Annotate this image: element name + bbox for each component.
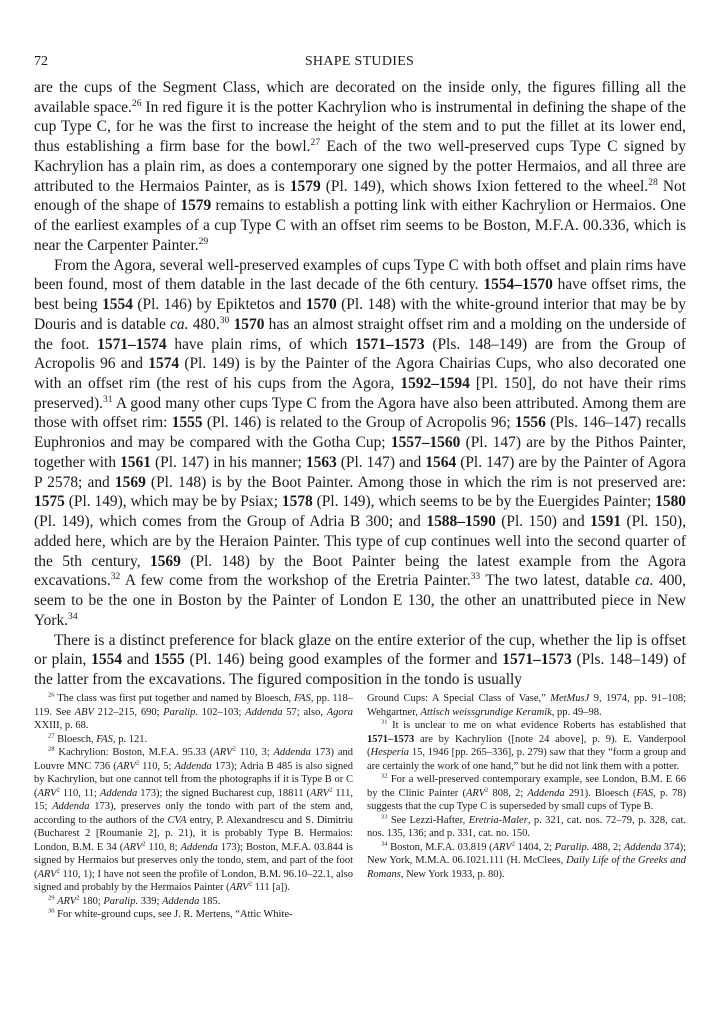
body-paragraph: There is a distinct preference for black glaze on the entire exterior of the cup, whether the lip is offset or plain, 1554 and 1555 (Pl. 146) being good examples of the former and 1571–1573 (Pls. 148–149) of the latter from the excavations. The figured composition in the tondo is usually: [34, 631, 686, 689]
footnote: Ground Cups: A Special Class of Vase,” MetMusJ 9, 1974, pp. 91–108; Wehgartner, Attisch weissgrundige Keramik, pp. 49–98.: [367, 693, 687, 718]
footnote: $^{26}$ The class was first put together and named by Bloesch, FAS, pp. 118–119. See ABV 212–215, 690; Paralip. 102–103; Addenda 57; also, Agora XXIII, p. 68.: [34, 691, 353, 731]
page-header: [34, 54, 685, 74]
body-paragraph: are the cups of the Segment Class, which are decorated on the inside only, the figures filling all the available space.$^{26}$ In red figure it is the potter Kachrylion who is instrumental in defining the shape of the cup Type C, for he was the first to increase the height of the stem and to put the fillet at its lower end, thus establishing a firm base for the bowl.$^{27}$ Each of the two well-preserved cups Type C signed by Kachrylion has a plain rim, as does a contemporary one signed by the potter Hermaios, and all three are attributed to the Hermaios Painter, as is 1579 (Pl. 149), which shows Ixion fettered to the wheel.$^{28}$ Not enough of the shape of 1579 remains to establish a potting link with either Kachrylion or Hermaios. One of the earliest examples of a cup Type C with an offset rim seems to be Boston, M.F.A. 00.336, which is near the Carpenter Painter.$^{29}$: [34, 79, 687, 254]
body-paragraph: From the Agora, several well-preserved examples of cups Type C with both offset and plain rims have been found, most of them datable in the last decade of the 6th century. 1554–1570 have offset rims, the best being 1554 (Pl. 146) by Epiktetos and 1570 (Pl. 148) with the white-ground interior that may be by Douris and is datable ca. 480.30 1570 has an almost straight offset rim and a molding on the underside of the foot. 1571–1574 have plain rims, of which 1571–1573 (Pls. 148–149) are from the Group of Acropolis 96 and 1574 (Pl. 149) is by the Painter of the Agora Chairias Cups, who also decorated one with an offset rim (the rest of his cups from the Agora, 1592–1594 [Pl. 150], do not have their rims preserved).$^{31}$ A good many other cups Type C from the Agora have also been attributed. Among them are those with offset rim: 1555 (Pl. 146) is related to the Group of Acropolis 96; 1556 (Pls. 146–147) recalls Euphronios and may be compared with the Gotha Cup; 1557–1560 (Pl. 147) are by the Pithos Painter, together with 1561 (Pl. 147) in his manner; 1563 (Pl. 147) and 1564 (Pl. 147) are by the Painter of Agora P 2578; and 1569 (Pl. 148) is by the Boot Painter. Among those in which the rim is not preserved are: 1575 (Pl. 149), which may be by Psiax; 1578 (Pl. 149), which seems to be by the Euergides Painter; 1580 (Pl. 149), which comes from the Group of Adria B 300; and 1588–1590 (Pl. 150) and 1591 (Pl. 150), added here, which are by the Heraion Painter. This type of cup continues well into the second quarter of the 5th century, 1569 (Pl. 148) by the Boot Painter being the latest example from the Agora excavations.$^{32}$ A few come from the workshop of the Eretria Painter.$^{33}$ The two latest, datable ca. 400, seem to be the one in Boston by the Painter of London E 130, the other an unattributed piece in New York.$^{34}$: [34, 256, 687, 629]
footnote: $^{28}$ Kachrylion: Boston, M.F.A. 95.33 (ARV$^2$ 110, 3; Addenda 173) and Louvre MNC 736 (ARV$^2$ 110, 5; Addenda 173); Adria B 485 is also signed by Kachrylion, but one cannot tell from the photographs if it is Type B or C (ARV$^2$ 110, 11; Addenda 173); the signed Bucharest cup, 18811 (ARV$^2$ 111, 15; Addenda 173), preserves only the tondo with part of the stem and, according to the authors of the CVA entry, P. Alexandrescu and S. Dimitriu (Bucharest 2 [Roumanie 2], p. 21), it is probably Type B. Hermaios: London, B.M. E 34 (ARV$^2$ 110, 8; Addenda 173); Boston, M.F.A. 03.844 is signed by Hermaios but preserves only the tondo, stem, and part of the foot (ARV$^2$ 110, 1); I have not seen the profile of London, B.M. 96.10–22.1, also signed and probably by the Hermaios Painter (ARV$^2$ 111 [a]).: [34, 745, 354, 893]
footnotes-right-column: [367, 692, 686, 881]
footnote: $^{34}$ Boston, M.F.A. 03.819 (ARV$^2$ 1404, 2; Paralip. 488, 2; Addenda 374); New York, M.M.A. 06.1021.111 (H. McClees, Daily Life of the Greeks and Romans, New York 1933, p. 80).: [367, 840, 687, 880]
running-title: SHAPE STUDIES: [304, 54, 415, 69]
footnote: $^{32}$ For a well-preserved contemporary example, see London, B.M. E 66 by the Clinic Painter (ARV$^2$ 808, 2; Addenda 291). Bloesch (FAS, p. 78) suggests that the cup Type C is superseded by small cups of Type B.: [367, 772, 686, 812]
page-number: 72: [34, 54, 48, 69]
body-text: [34, 78, 686, 690]
footnote: $^{30}$ For white-ground cups, see J. R. Mertens, “Attic White-: [48, 907, 293, 920]
footnotes-left-column: [34, 692, 353, 922]
footnote: $^{27}$ Bloesch, FAS, p. 121.: [48, 732, 148, 745]
footnote: $^{31}$ It is unclear to me on what evidence Roberts has established that 1571–1573 are by Kachrylion ([note 24 above], p. 9). E. Vanderpool (Hesperia 15, 1946 [pp. 265–336], p. 279) saw that they “form a group and are certainly the work of one hand,” but he did not link them with a potter.: [367, 718, 686, 772]
footnote: $^{29}$ ARV$^2$ 180; Paralip. 339; Addenda 185.: [48, 894, 221, 907]
footnote: $^{33}$ See Lezzi-Hafter, Eretria-Maler, p. 321, cat. nos. 72–79, p. 328, cat. nos. 135, 136; and p. 331, cat. no. 150.: [367, 813, 686, 839]
